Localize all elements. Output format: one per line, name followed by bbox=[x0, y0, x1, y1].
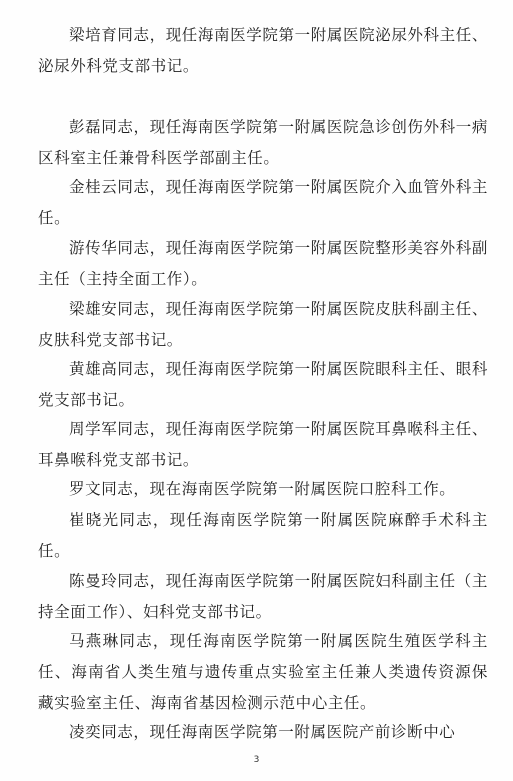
paragraph-peng-lei: 彭磊同志，现任海南医学院第一附属医院急诊创伤外科一病区科室主任兼骨科医学部副主任。 bbox=[38, 118, 488, 167]
paragraph-liang-peiyu: 梁培育同志，现任海南医学院第一附属医院泌尿外科主任、泌尿外科党支部书记。 bbox=[38, 26, 488, 75]
paragraph-huang-xionggao: 黄雄高同志，现任海南医学院第一附属医院眼科主任、眼科党支部书记。 bbox=[38, 360, 488, 409]
paragraph-zhou-xuejun: 周学军同志，现任海南医学院第一附属医院耳鼻喉科主任、耳鼻喉科党支部书记。 bbox=[38, 420, 488, 469]
page-number: 3 bbox=[253, 755, 260, 765]
paragraph-cui-xiaoguang: 崔晓光同志，现任海南医学院第一附属医院麻醉手术科主任。 bbox=[38, 511, 488, 560]
paragraph-you-chuanhua: 游传华同志，现任海南医学院第一附属医院整形美容外科副主任（主持全面工作）。 bbox=[38, 239, 488, 288]
paragraph-ling-yi: 凌奕同志，现任海南医学院第一附属医院产前诊断中心 bbox=[69, 723, 456, 741]
paragraph-luo-wen: 罗文同志，现在海南医学院第一附属医院口腔科工作。 bbox=[69, 480, 456, 498]
paragraph-ma-yanlin: 马燕琳同志，现任海南医学院第一附属医院生殖医学科主任、海南省人类生殖与遗传重点实验室主任兼人类遗传资源保藏实验室主任、海南省基因检测示范中心主任。 bbox=[38, 632, 488, 712]
paragraph-liang-xiongan: 梁雄安同志，现任海南医学院第一附属医院皮肤科副主任、皮肤科党支部书记。 bbox=[38, 300, 488, 349]
paragraph-jin-guiyun: 金桂云同志，现任海南医学院第一附属医院介入血管外科主任。 bbox=[38, 178, 488, 227]
paragraph-chen-manling: 陈曼玲同志，现任海南医学院第一附属医院妇科副主任（主持全面工作）、妇科党支部书记。 bbox=[38, 572, 488, 621]
